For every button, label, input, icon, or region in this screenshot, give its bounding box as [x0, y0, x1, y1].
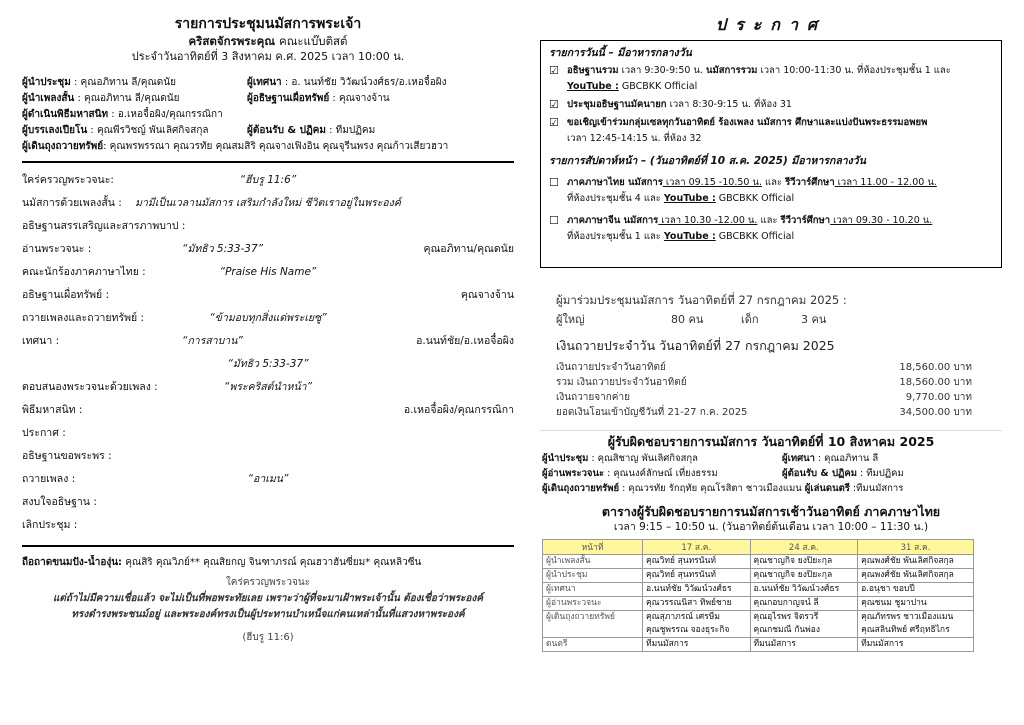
announcement-item [549, 63, 993, 95]
checkbox-icon: ☑ [549, 64, 559, 77]
announcement-detail: เวลา 10:00-11:30 น. ที่ห้องประชุมชั้น 1 และ [757, 65, 951, 76]
announcement-bold: รีวีวาร์ศึกษา [780, 215, 831, 226]
responsible-title: ผู้รับผิดชอบรายการนมัสการ วันอาทิตย์ที่ 10 สิงหาคม 2025 [540, 430, 1002, 451]
schedule-cell: คุณวิทย์ สุนทรนันท์ [643, 569, 751, 583]
schedule-cell: คุณวรรณนิสา ทิพย์ชาย [643, 597, 751, 611]
next-week-list [549, 175, 993, 245]
resp-leader-label: ผู้นำประชุม [542, 453, 589, 464]
order-item [22, 376, 514, 399]
order-item [22, 261, 514, 284]
resp-greeter-value: : ทีมปฏิคม [857, 468, 904, 479]
attendance-title: ผู้มาร่วมประชุมนมัสการ วันอาทิตย์ที่ 27 กรกฎาคม 2025 : [556, 293, 847, 307]
youtube-link: YouTube : [567, 81, 619, 92]
child-label: เด็ก [741, 313, 759, 326]
role-label: ผู้นำประชุม [22, 77, 71, 88]
today-list [549, 63, 993, 147]
role-value: : คุณจางจ้าน [329, 93, 390, 104]
today-heading: รายการวันนี้ – มีอาหารกลางวัน [549, 47, 692, 59]
adult-label: ผู้ใหญ่ [556, 313, 585, 326]
resp-collectors-value: : คุณวรทัย รักฤทัย คุณโรสิตา ชาวเมืองแมน [619, 483, 805, 494]
order-label: ถวายเพลง : [22, 473, 76, 485]
order-detail: มามีเป็นเวลานมัสการ เสริมกำลังใหม่ ชีวิตเราอยู่ในพระองค์ [135, 197, 401, 209]
resp-preacher-label: ผู้เทศนา [782, 453, 815, 464]
next-week-heading: รายการสัปดาห์หน้า – (วันอาทิตย์ที่ 10 ส.ค. 2025) มีอาหารกลางวัน [549, 155, 866, 167]
schedule-cell: ผู้นำประชุม [543, 569, 643, 583]
resp-reader-label: ผู้อ่านพระวจนะ [542, 468, 605, 479]
schedule-header-cell: 24 ส.ค. [750, 540, 858, 555]
announcement-detail: และ [757, 215, 781, 226]
schedule-header-row [543, 540, 974, 555]
schedule-cell: อ.อนุชา ขอบปี [858, 583, 974, 597]
announcement-time: เวลา 10.30 -12.00 น. [658, 215, 758, 226]
schedule-cell: ผู้นำเพลงสั้น [543, 555, 643, 569]
schedule-cell: อ.นนท์ชัย วิวัฒน์วงศ์ธร [750, 583, 858, 597]
announcement-text [567, 175, 993, 207]
announcement-bold: รีวีวาร์ศึกษา [785, 177, 835, 188]
role-value: : อ. นนท์ชัย วิวัฒน์วงศ์ธร/อ.เหอจื๋อผิง [281, 77, 447, 88]
announcement-detail: เวลา 12:45-14:15 น. ที่ห้อง 32 [567, 133, 702, 144]
announcement-detail: และ [761, 177, 786, 188]
schedule-cell: คุณชาญกิจ ยงปิยะกุล [750, 569, 858, 583]
order-label: ประกาศ : [22, 427, 66, 439]
order-item [22, 238, 514, 261]
service-title: รายการประชุมนมัสการพระเจ้า [174, 16, 362, 32]
offering-row [540, 405, 1002, 420]
communion-label: ถือถาดขนมปัง-น้ำองุ่น: [22, 557, 123, 568]
verse-title: ใคร่ครวญพระวจนะ [225, 577, 311, 588]
schedule-row [543, 611, 974, 638]
schedule-cell: คุณอุไรพร จิตรวรี คุณกชมณี กันพ่อง [750, 611, 858, 638]
announcement-detail: ที่ห้องประชุมชั้น 1 และ [567, 231, 664, 242]
role-left [22, 75, 247, 91]
collectors-value: : คุณพรพรรณา คุณวรทัย คุณสมสิริ คุณจางเฟิงอิน คุณจุรีนพรง คุณก้าวเสียวฮวา [103, 141, 449, 152]
resp-reader-value: : คุณนงค์ลักษณ์ เที่ยงธรรม [604, 468, 718, 479]
collectors-row [22, 139, 514, 155]
announcement-time: เวลา 11.00 - 12.00 น. [834, 177, 937, 188]
schedule-row [543, 638, 974, 652]
order-item [22, 399, 514, 422]
offering-label: รวม เงินถวายประจำวันอาทิตย์ [556, 377, 687, 388]
schedule-cell: ทีมนมัสการ [858, 638, 974, 652]
offering-amount: 18,560.00 บาท [899, 377, 972, 388]
role-row [22, 107, 514, 123]
announcements-panel [540, 14, 1002, 652]
offering-label: เงินถวายประจำวันอาทิตย์ [556, 362, 666, 373]
order-label: อธิษฐานสรรเสริญและสารภาพบาป : [22, 220, 186, 232]
order-item [22, 353, 514, 376]
schedule-cell: คุณชนม ชูมาปาน [858, 597, 974, 611]
order-detail: “ฮีบรู 11:6” [239, 174, 297, 186]
order-person: คุณอภิทาน/คุณดนัย [423, 243, 514, 255]
order-label: ถวายเพลงและถวายทรัพย์ : [22, 312, 145, 324]
order-detail: “การสาบาน” [182, 335, 243, 347]
announcement-time: เวลา 09.15 -10.50 น. [662, 177, 762, 188]
role-label: ผู้นำเพลงสั้น [22, 93, 75, 104]
resp-leader-value: : คุณสิชาญ พันเลิศกิจสกุล [588, 453, 698, 464]
order-item [22, 192, 514, 215]
announcements-box [540, 40, 1002, 268]
order-item [22, 468, 514, 491]
announcement-detail: GBCBKK Official [715, 193, 795, 204]
order-item [22, 445, 514, 468]
communion-servers [22, 555, 514, 571]
announcement-bold: ภาคภาษาจีน นมัสการ [567, 215, 659, 226]
order-label: เลิกประชุม : [22, 519, 78, 531]
collectors-label: ผู้เดินถุงถวายทรัพย์ [22, 141, 104, 152]
role-label: ผู้อธิษฐานเผื่อทรัพย์ [247, 93, 330, 104]
order-detail: “มัทธิว 5:33-37” [182, 243, 264, 255]
responsible-row [540, 466, 1002, 481]
schedule-cell: ดนตรี [543, 638, 643, 652]
checkbox-icon: ☑ [549, 116, 559, 129]
role-right [247, 91, 514, 107]
role-left [22, 107, 247, 123]
order-detail: “ข้ามอบทุกสิ่งแด่พระเยซู” [209, 312, 327, 324]
schedule-cell: คุณพงศ์ชัย พันเลิศกิจสกุล [858, 555, 974, 569]
verse-line-1: แต่ถ้าไม่มีความเชื่อแล้ว จะไม่เป็นที่พอพระทัยเลย เพราะว่าผู้ที่จะมาเฝ้าพระเจ้านั้น ต้องเชื่อว่าพระองค์ [52, 593, 484, 604]
order-person: อ.เหอจื๋อผิง/คุณกรรณิกา [403, 404, 514, 416]
offering-list [540, 360, 1002, 420]
order-person: คุณจางจ้าน [460, 289, 514, 301]
announcement-item [549, 213, 993, 245]
announcements-title: ประกาศ [715, 15, 827, 34]
schedule-cell: คุณสุภาภรณ์ เศรษีม คุณชูพรรณ จองธุระกิจ [643, 611, 751, 638]
announcement-bold: ประชุมอธิษฐานมัคนายก [567, 99, 667, 110]
announcement-detail: GBCBKK Official [715, 231, 795, 242]
order-label: สงบใจอธิษฐาน : [22, 496, 97, 508]
order-item [22, 284, 514, 307]
schedule-row [543, 569, 974, 583]
order-label: เทศนา : [22, 335, 60, 347]
announcement-bold: นมัสการรวม [705, 65, 758, 76]
verse-line-2: ทรงดำรงพระชนม์อยู่ และพระองค์ทรงเป็นผู้ประทานบำเหน็จแก่คนเหล่านั้นที่แสวงหาพระองค์ [71, 609, 465, 620]
offering-label: ยอดเงินโอนเข้าบัญชีวันที่ 21-27 ก.ค. 2025 [556, 407, 748, 418]
role-right [247, 123, 514, 139]
resp-collectors-label: ผู้เดินถุงถวายทรัพย์ [542, 483, 620, 494]
announcement-bold: อธิษฐานรวม [567, 65, 619, 76]
youtube-link: YouTube : [663, 231, 716, 242]
schedule-cell: คุณกอบกาญจน์ ลี [750, 597, 858, 611]
order-label: อ่านพระวจนะ : [22, 243, 92, 255]
role-label: ผู้ดำเนินพิธีมหาสนิท [22, 109, 109, 120]
church-denomination: คณะแบ๊บติสต์ [279, 34, 348, 48]
role-right [247, 75, 514, 91]
announcement-detail: ที่ห้องประชุมชั้น 4 และ [567, 193, 664, 204]
announcement-time: เวลา 09.30 - 10.20 น. [830, 215, 933, 226]
schedule-cell: คุณพงศ์ชัย พันเลิศกิจสกุล [858, 569, 974, 583]
order-detail: “มัทธิว 5:33-37” [227, 358, 309, 370]
role-row [22, 75, 514, 91]
announcement-text [567, 213, 993, 245]
schedule-row [543, 583, 974, 597]
order-item [22, 330, 514, 353]
schedule-title: ตารางผู้รับผิดชอบรายการนมัสการเช้าวันอาทิตย์ ภาคภาษาไทย [601, 504, 941, 519]
announcement-detail: เวลา 8:30-9:15 น. ที่ห้อง 31 [666, 99, 792, 110]
order-label: อธิษฐานขอพระพร : [22, 450, 112, 462]
schedule-row [543, 597, 974, 611]
offering-title: เงินถวายประจำวัน วันอาทิตย์ที่ 27 กรกฎาคม 2025 [556, 338, 835, 353]
role-left [22, 91, 247, 107]
role-value: : คุณพีรวิชญ์ พันเลิศกิจสกุล [87, 125, 209, 136]
offering-row [540, 375, 1002, 390]
church-name [22, 33, 514, 49]
responsible-row [540, 451, 1002, 466]
role-row [22, 91, 514, 107]
schedule-subtitle: เวลา 9:15 – 10:50 น. (วันอาทิตย์ต้นเดือน เวลา 10:00 – 11:30 น.) [613, 521, 929, 533]
order-label: ใคร่ครวญพระวจนะ: [22, 174, 114, 186]
church-name-main: คริสตจักรพระคุณ [188, 34, 275, 48]
offering-amount: 34,500.00 บาท [899, 407, 972, 418]
role-label: ผู้เทศนา [247, 77, 282, 88]
child-count: 3 คน [801, 313, 827, 326]
checkbox-icon: ☑ [549, 98, 559, 111]
resp-preacher-value: : คุณอภิทาน ลี [814, 453, 879, 464]
order-item [22, 307, 514, 330]
offering-label: เงินถวายจากค่าย [556, 392, 630, 403]
order-label: ตอบสนองพระวจนะด้วยเพลง : [22, 381, 158, 393]
schedule-cell: อ.นนท์ชัย วิวัฒน์วงศ์ธร [643, 583, 751, 597]
checkbox-icon: ☐ [549, 176, 559, 189]
schedule-cell: ผู้เทศนา [543, 583, 643, 597]
role-left [22, 123, 247, 139]
offering-amount: 18,560.00 บาท [899, 362, 972, 373]
schedule-cell: ผู้เดินถุงถวายทรัพย์ [543, 611, 643, 638]
order-label: คณะนักร้องภาคภาษาไทย : [22, 266, 146, 278]
schedule-cell: ผู้อ่านพระวจนะ [543, 597, 643, 611]
order-label: พิธีมหาสนิท : [22, 404, 83, 416]
responsible-row [540, 481, 1002, 496]
announcement-item [549, 175, 993, 207]
role-label: ผู้ต้อนรับ & ปฏิคม [247, 125, 326, 136]
announcement-bold: ขอเชิญเข้าร่วมกลุ่มเซลทุกวันอาทิตย์ ร้องเพลง นมัสการ ศึกษาและแบ่งปันพระธรรมอพยพ [567, 117, 928, 128]
announcement-text [567, 97, 993, 113]
divider [22, 545, 514, 547]
resp-greeter-label: ผู้ต้อนรับ & ปฏิคม [782, 468, 857, 479]
schedule-cell: คุณชาญกิจ ยงปิยะกุล [750, 555, 858, 569]
schedule-cell: คุณภัทรพร ชาวเมืองแมน คุณสลินทิพย์ ศรีฤทธิไกร [858, 611, 974, 638]
announcement-bold: ภาคภาษาไทย นมัสการ [567, 177, 663, 188]
role-value: : คุณอภิทาน ลี/คุณดนัย [70, 77, 176, 88]
order-person: อ.นนท์ชัย/อ.เหอจื๋อผิง [416, 335, 514, 347]
order-item [22, 422, 514, 445]
resp-music-label: ผู้เล่นดนตรี [804, 483, 850, 494]
order-label: นมัสการด้วยเพลงสั้น : [22, 197, 122, 209]
verse-reference: (ฮีบรู 11:6) [242, 632, 294, 643]
order-of-service [22, 169, 514, 537]
schedule-cell: ทีมนมัสการ [750, 638, 858, 652]
announcement-detail: GBCBKK Official [618, 81, 698, 92]
offering-row [540, 360, 1002, 375]
schedule-header-cell: 31 ส.ค. [858, 540, 974, 555]
order-item [22, 514, 514, 537]
order-detail: “Praise His Name” [219, 266, 317, 278]
schedule-cell: ทีมนมัสการ [643, 638, 751, 652]
communion-value: คุณสิริ คุณวิภย์** คุณสิยกญ จินฑาภรณ์ คุณฮวาฮันซี่ยม* คุณหลิวซีน [125, 557, 422, 568]
order-of-service-panel [22, 14, 514, 647]
role-value: : ทีมปฏิคม [325, 125, 376, 136]
order-item [22, 215, 514, 238]
schedule-row [543, 555, 974, 569]
resp-music-value: :ทีมนมัสการ [849, 483, 904, 494]
roles-list [22, 75, 514, 139]
role-value: : คุณอภิทาน ลี/คุณดนัย [74, 93, 180, 104]
announcement-detail: เวลา 9:30-9:50 น. [618, 65, 706, 76]
adult-count: 80 คน [671, 313, 704, 326]
role-row [22, 123, 514, 139]
attendance-row [540, 310, 1002, 330]
role-label: ผู้บรรเลงเปียโน [22, 125, 88, 136]
announcement-text [567, 115, 993, 147]
checkbox-icon: ☐ [549, 214, 559, 227]
schedule-header-cell: 17 ส.ค. [643, 540, 751, 555]
offering-amount: 9,770.00 บาท [905, 392, 972, 403]
role-right [247, 107, 514, 123]
divider [22, 161, 514, 163]
service-date: ประจำวันอาทิตย์ที่ 3 สิงหาคม ค.ศ. 2025 เวลา 10:00 น. [131, 50, 405, 63]
announcement-item [549, 115, 993, 147]
announcement-text [567, 63, 993, 95]
order-detail: “อาเมน” [247, 473, 289, 485]
schedule-table [542, 539, 974, 652]
order-detail: “พระคริสต์นำหน้า” [223, 381, 313, 393]
announcement-item [549, 97, 993, 113]
order-item [22, 491, 514, 514]
schedule-header-cell: หน้าที่ [543, 540, 643, 555]
schedule-cell: คุณวิทย์ สุนทรนันท์ [643, 555, 751, 569]
order-label: อธิษฐานเผื่อทรัพย์ : [22, 289, 110, 301]
offering-row [540, 390, 1002, 405]
role-value: : อ.เหอจื๋อผิง/คุณกรรณิกา [108, 109, 223, 120]
order-item [22, 169, 514, 192]
youtube-link: YouTube : [663, 193, 716, 204]
